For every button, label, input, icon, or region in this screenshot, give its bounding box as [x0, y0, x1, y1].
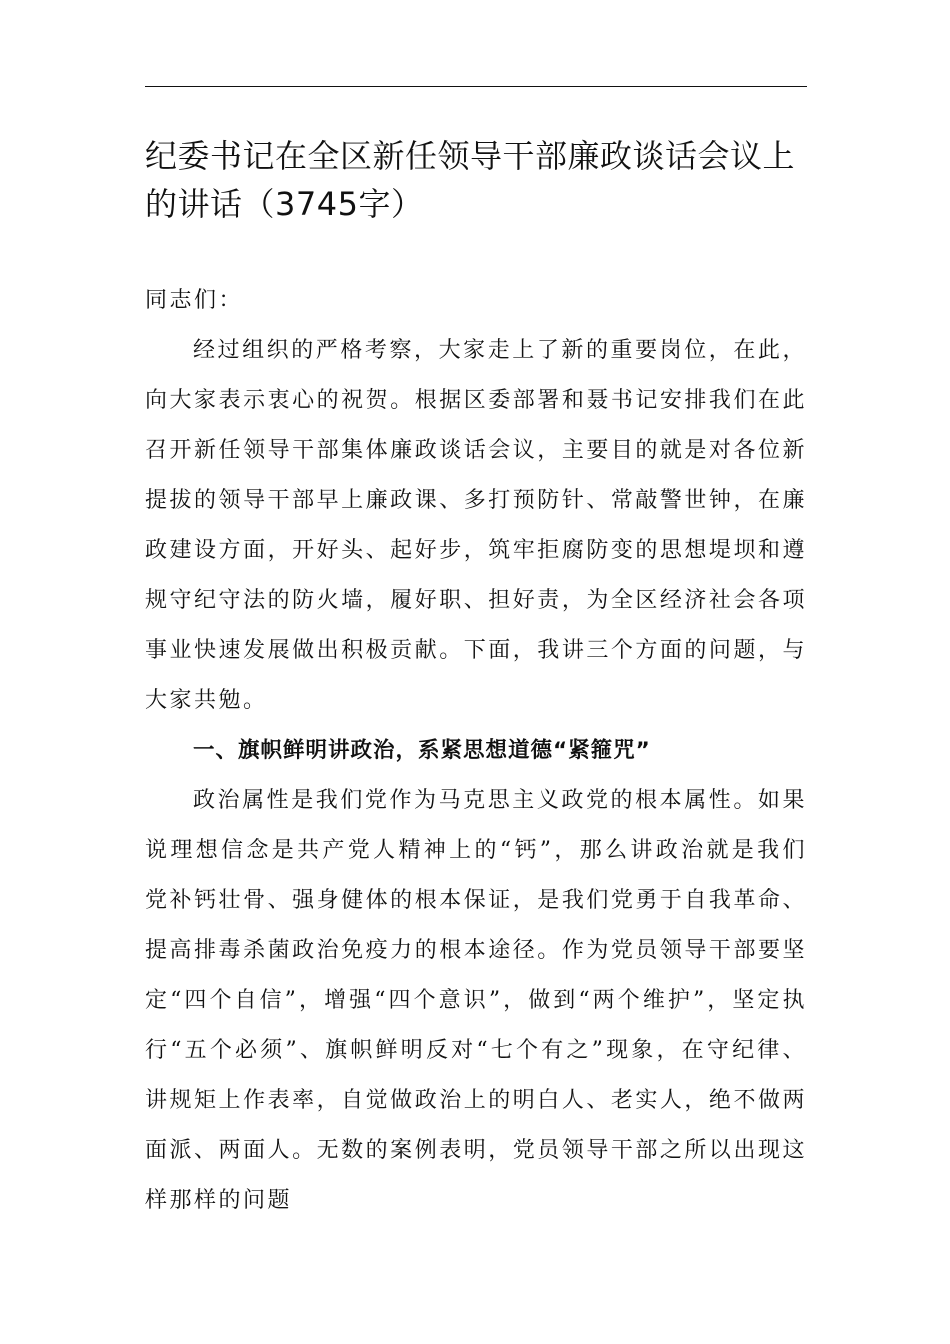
intro-paragraph: 经过组织的严格考察，大家走上了新的重要岗位，在此，向大家表示衷心的祝贺。根据区委部署和聂书记安排我们在此召开新任领导干部集体廉政谈话会议，主要目的就是对各位新提拔的领导干部早上廉政课、多打预防针、常敲警世钟，在廉政建设方面，开好头、起好步，筑牢拒腐防变的思想堤坝和遵规守纪守法的防火墙，履好职、担好责，为全区经济社会各项事业快速发展做出积极贡献。下面，我讲三个方面的问题，与大家共勉。 [145, 338, 807, 713]
document-page [145, 0, 807, 1344]
salutation: 同志们： [145, 288, 244, 313]
document-body [145, 276, 807, 1226]
section-1-paragraph: 政治属性是我们党作为马克思主义政党的根本属性。如果说理想信念是共产党人精神上的“钙”，那么讲政治就是我们党补钙壮骨、强身健体的根本保证，是我们党勇于自我革命、提高排毒杀菌政治免疫力的根本途径。作为党员领导干部要坚定“四个自信”，增强“四个意识”，做到“两个维护”，坚定执行“五个必须”、旗帜鲜明反对“七个有之”现象，在守纪律、讲规矩上作表率，自觉做政治上的明白人、老实人，绝不做两面派、两面人。无数的案例表明，党员领导干部之所以出现这样那样的问题 [145, 788, 807, 1213]
document-title: 纪委书记在全区新任领导干部廉政谈话会议上的讲话（3745字） [145, 137, 796, 223]
header-rule [145, 86, 807, 87]
section-heading-1: 一、旗帜鲜明讲政治，系紧思想道德“紧箍咒” [193, 738, 651, 763]
